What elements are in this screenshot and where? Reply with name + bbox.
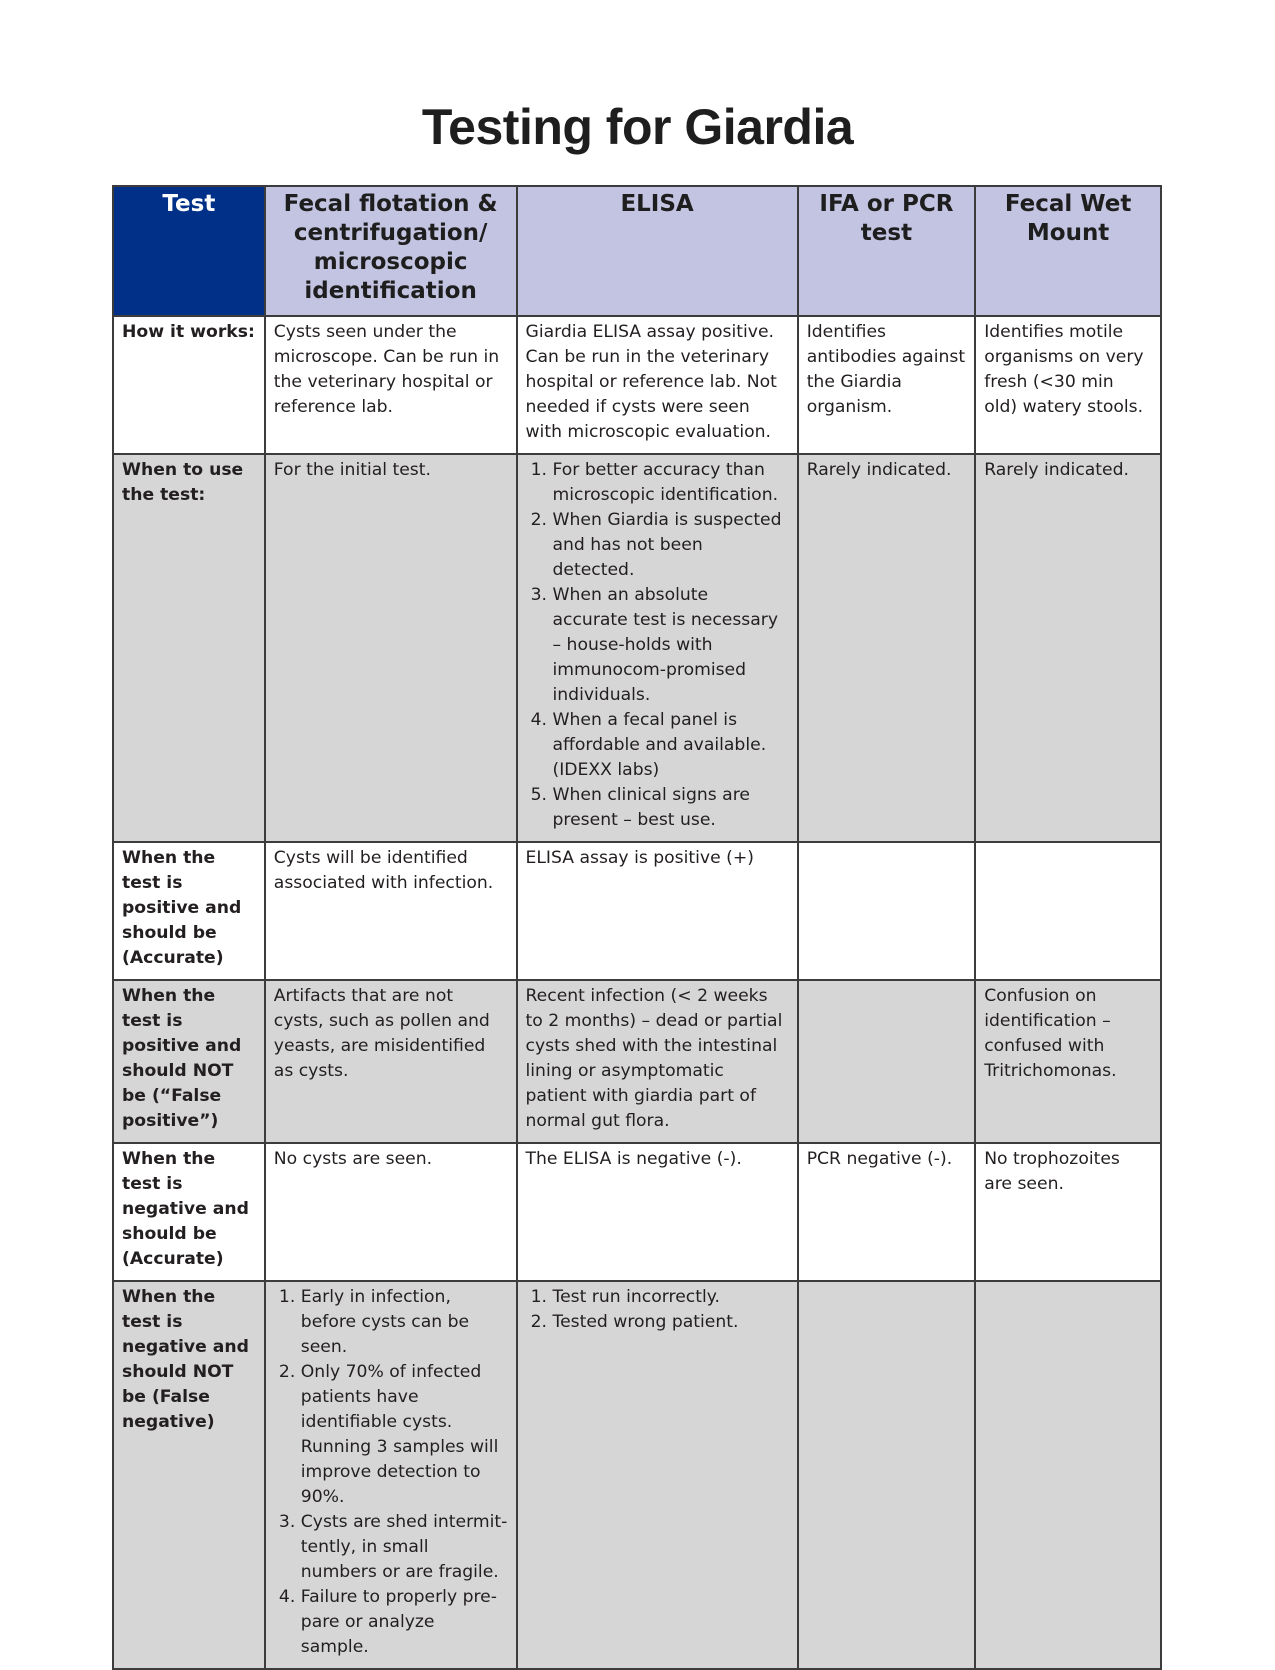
header-fecal-wet-mount: Fecal Wet Mount	[975, 186, 1161, 316]
table-cell: Rarely indicated.	[798, 454, 976, 842]
header-elisa: ELISA	[517, 186, 798, 316]
table-cell: Artifacts that are not cysts, such as pollen and yeasts, are misidentified as cysts.	[265, 980, 517, 1143]
table-cell: Identifies antibodies against the Giardia organism.	[798, 316, 976, 454]
numbered-list	[274, 1285, 508, 1660]
giardia-testing-table	[112, 185, 1162, 1670]
table-row-negative-accurate	[113, 1143, 1161, 1281]
numbered-list	[526, 458, 789, 833]
table-cell	[517, 1281, 798, 1669]
header-fecal-flotation: Fecal flotation & centrifugation/ microscopic identification	[265, 186, 517, 316]
table-cell: No trophozoites are seen.	[975, 1143, 1161, 1281]
list-item: 5. When clinical signs are present – best use.	[553, 783, 789, 833]
list-item: 1. Test run incorrectly.	[553, 1285, 789, 1310]
numbered-list	[526, 1285, 789, 1335]
table-cell	[798, 980, 976, 1143]
table-cell: Identifies motile organisms on very fresh (<30 min old) watery stools.	[975, 316, 1161, 454]
table-cell	[798, 842, 976, 980]
row-label: When to use the test:	[113, 454, 265, 842]
table-cell: For the initial test.	[265, 454, 517, 842]
page-title: Testing for Giardia	[421, 99, 854, 155]
row-label: When the test is negative and should NOT be (False negative)	[113, 1281, 265, 1669]
table-cell: Confusion on identification – confused with Tritrichomonas.	[975, 980, 1161, 1143]
table-cell	[517, 454, 798, 842]
table-cell	[798, 1281, 976, 1669]
table-cell	[975, 1281, 1161, 1669]
list-item: 2. Only 70% of infected patients have identifiable cysts. Running 3 samples will improve detection to 90%.	[301, 1360, 508, 1510]
row-label: How it works:	[113, 316, 265, 454]
row-label: When the test is positive and should be (Accurate)	[113, 842, 265, 980]
row-label: When the test is negative and should be (Accurate)	[113, 1143, 265, 1281]
table-cell	[265, 1281, 517, 1669]
header-ifa-pcr: IFA or PCR test	[798, 186, 976, 316]
list-item: 1. Early in infection, before cysts can be seen.	[301, 1285, 508, 1360]
table-cell	[975, 842, 1161, 980]
table-header-row	[113, 186, 1161, 316]
table-cell: No cysts are seen.	[265, 1143, 517, 1281]
table-row-how-it-works	[113, 316, 1161, 454]
list-item: 2. Tested wrong patient.	[553, 1310, 789, 1335]
list-item: 2. When Giardia is suspected and has not been detected.	[553, 508, 789, 583]
list-item: 4. Failure to properly pre-pare or analyze sample.	[301, 1585, 508, 1660]
table-cell: Giardia ELISA assay positive. Can be run in the veterinary hospital or reference lab. Not needed if cysts were seen with microscopic evaluation.	[517, 316, 798, 454]
list-item: 4. When a fecal panel is affordable and available. (IDEXX labs)	[553, 708, 789, 783]
table-row-when-to-use	[113, 454, 1161, 842]
table-cell: ELISA assay is positive (+)	[517, 842, 798, 980]
list-item: 1. For better accuracy than microscopic identification.	[553, 458, 789, 508]
table-cell: Recent infection (< 2 weeks to 2 months) – dead or partial cysts shed with the intestinal lining or asymptomatic patient with giardia part of normal gut flora.	[517, 980, 798, 1143]
table-cell: Cysts will be identified associated with infection.	[265, 842, 517, 980]
row-label: When the test is positive and should NOT be (“False positive”)	[113, 980, 265, 1143]
table-row-positive-accurate	[113, 842, 1161, 980]
table-cell: Cysts seen under the microscope. Can be run in the veterinary hospital or reference lab.	[265, 316, 517, 454]
list-item: 3. Cysts are shed intermit-tently, in small numbers or are fragile.	[301, 1510, 508, 1585]
list-item: 3. When an absolute accurate test is necessary – house-holds with immunocom-promised individuals.	[553, 583, 789, 708]
table-row-false-positive	[113, 980, 1161, 1143]
table-cell: The ELISA is negative (-).	[517, 1143, 798, 1281]
table-cell: Rarely indicated.	[975, 454, 1161, 842]
table-row-false-negative	[113, 1281, 1161, 1669]
table-cell: PCR negative (-).	[798, 1143, 976, 1281]
header-test: Test	[113, 186, 265, 316]
